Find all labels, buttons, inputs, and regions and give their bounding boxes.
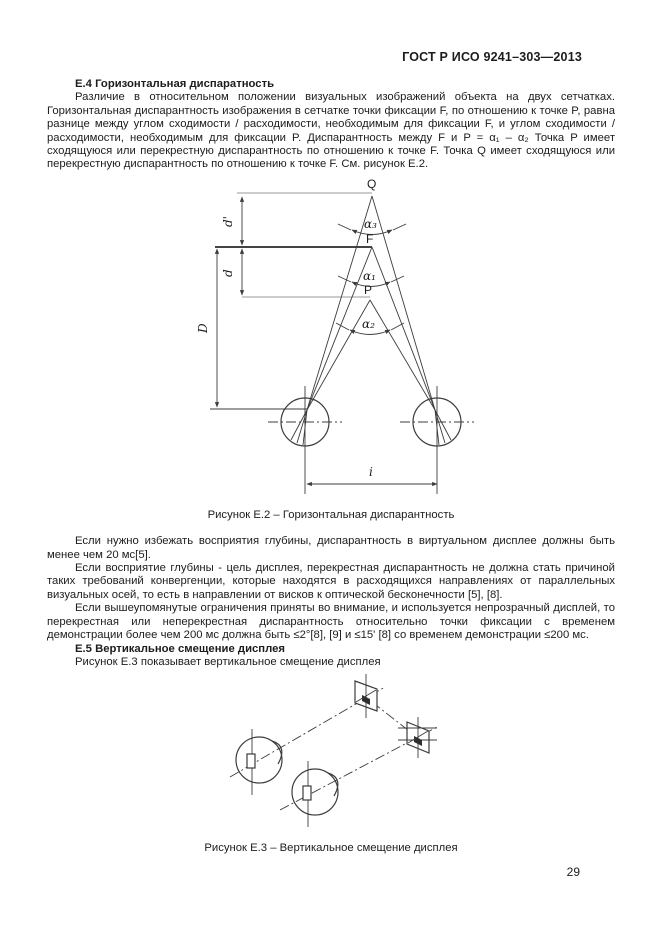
label-angle-alpha3: α₃ xyxy=(364,216,377,231)
section-e4-paragraph-3: Если восприятие глубины - цель дисплея, перекрестная диспарантность не должна стать причиной таких требований конвергенции, которые находятся в расходящихся направлениях от параллельных визуальных осей, то есть в направлении от висков к оптической бесконечности [5], [8]. xyxy=(47,562,615,601)
upper-display xyxy=(355,674,377,718)
label-angle-alpha1: α₁ xyxy=(363,268,376,283)
figure-e2-container xyxy=(47,172,615,522)
figure-e3-container xyxy=(47,669,615,855)
page-number: 29 xyxy=(566,864,580,879)
sight-axes xyxy=(230,687,439,810)
figure-e2-horizontal-disparity-diagram xyxy=(180,172,530,504)
right-eye xyxy=(292,761,338,827)
label-dimension-d-prime: d' xyxy=(221,215,235,227)
dimension-lines xyxy=(217,197,437,484)
section-e4-paragraph-4: Если вышеупомянутые ограничения приняты во внимание, и используется непрозрачный дисплей, то перекрестная или неперекрестная диспарантность относительно точки фиксации с временем демонстрации более чем 200 мс должна быть ≤2°[8], [9] и ≤15' [8] со временем демонстрации ≤200 мс. xyxy=(47,602,615,642)
left-eye xyxy=(236,729,282,795)
section-e5-heading: Е.5 Вертикальное смещение дисплея xyxy=(75,642,286,655)
figure-e3-caption: Рисунок Е.3 – Вертикальное смещение дисплея xyxy=(204,842,458,855)
label-dimension-i: i xyxy=(369,464,373,479)
section-e5-intro: Рисунок Е.3 показывает вертикальное смещение дисплея xyxy=(75,655,381,668)
label-point-q: Q xyxy=(367,176,377,191)
figure-e2-caption: Рисунок Е.2 – Горизонтальная диспарантность xyxy=(207,508,455,521)
figure-e3-vertical-offset-diagram xyxy=(222,669,462,837)
label-dimension-d: d xyxy=(221,269,235,277)
document-code-header: ГОСТ Р ИСО 9241–303—2013 xyxy=(402,50,582,64)
label-dimension-big-d: D xyxy=(196,323,210,333)
right-eye xyxy=(400,386,474,494)
label-point-p: P xyxy=(364,282,373,297)
label-angle-alpha2: α₂ xyxy=(362,316,375,331)
section-e4-paragraph-2: Если нужно избежать восприятия глубины, диспарантность в виртуальном дисплее должны быть менее чем 20 мс[5]. xyxy=(47,535,615,561)
offset-display xyxy=(398,717,437,758)
section-e4-heading: Е.4 Горизонтальная диспаратность xyxy=(75,78,275,90)
section-e4-paragraph-1: Различие в относительном положении визуальных изображений объекта на двух сетчатках. Горизонтальная диспарантность изображения в сетчатке точки фиксации F, по отношению к точке P, равна разнице между углом сходимости / расходимости, необходимым для фиксации F, и углом сходимости / расходимости, необходимым для фиксации P. Диспарантность между F и P = α₁ – α₂ Точка P имеет сходящуюся или перекрестную диспарантность по отношению к точке F. Точка Q имеет сходящуюся или перекрестную диспарантность по отношению к точке F. См. рисунок Е.2. xyxy=(47,91,615,171)
left-eye xyxy=(268,386,342,494)
label-point-f: F xyxy=(366,231,374,246)
